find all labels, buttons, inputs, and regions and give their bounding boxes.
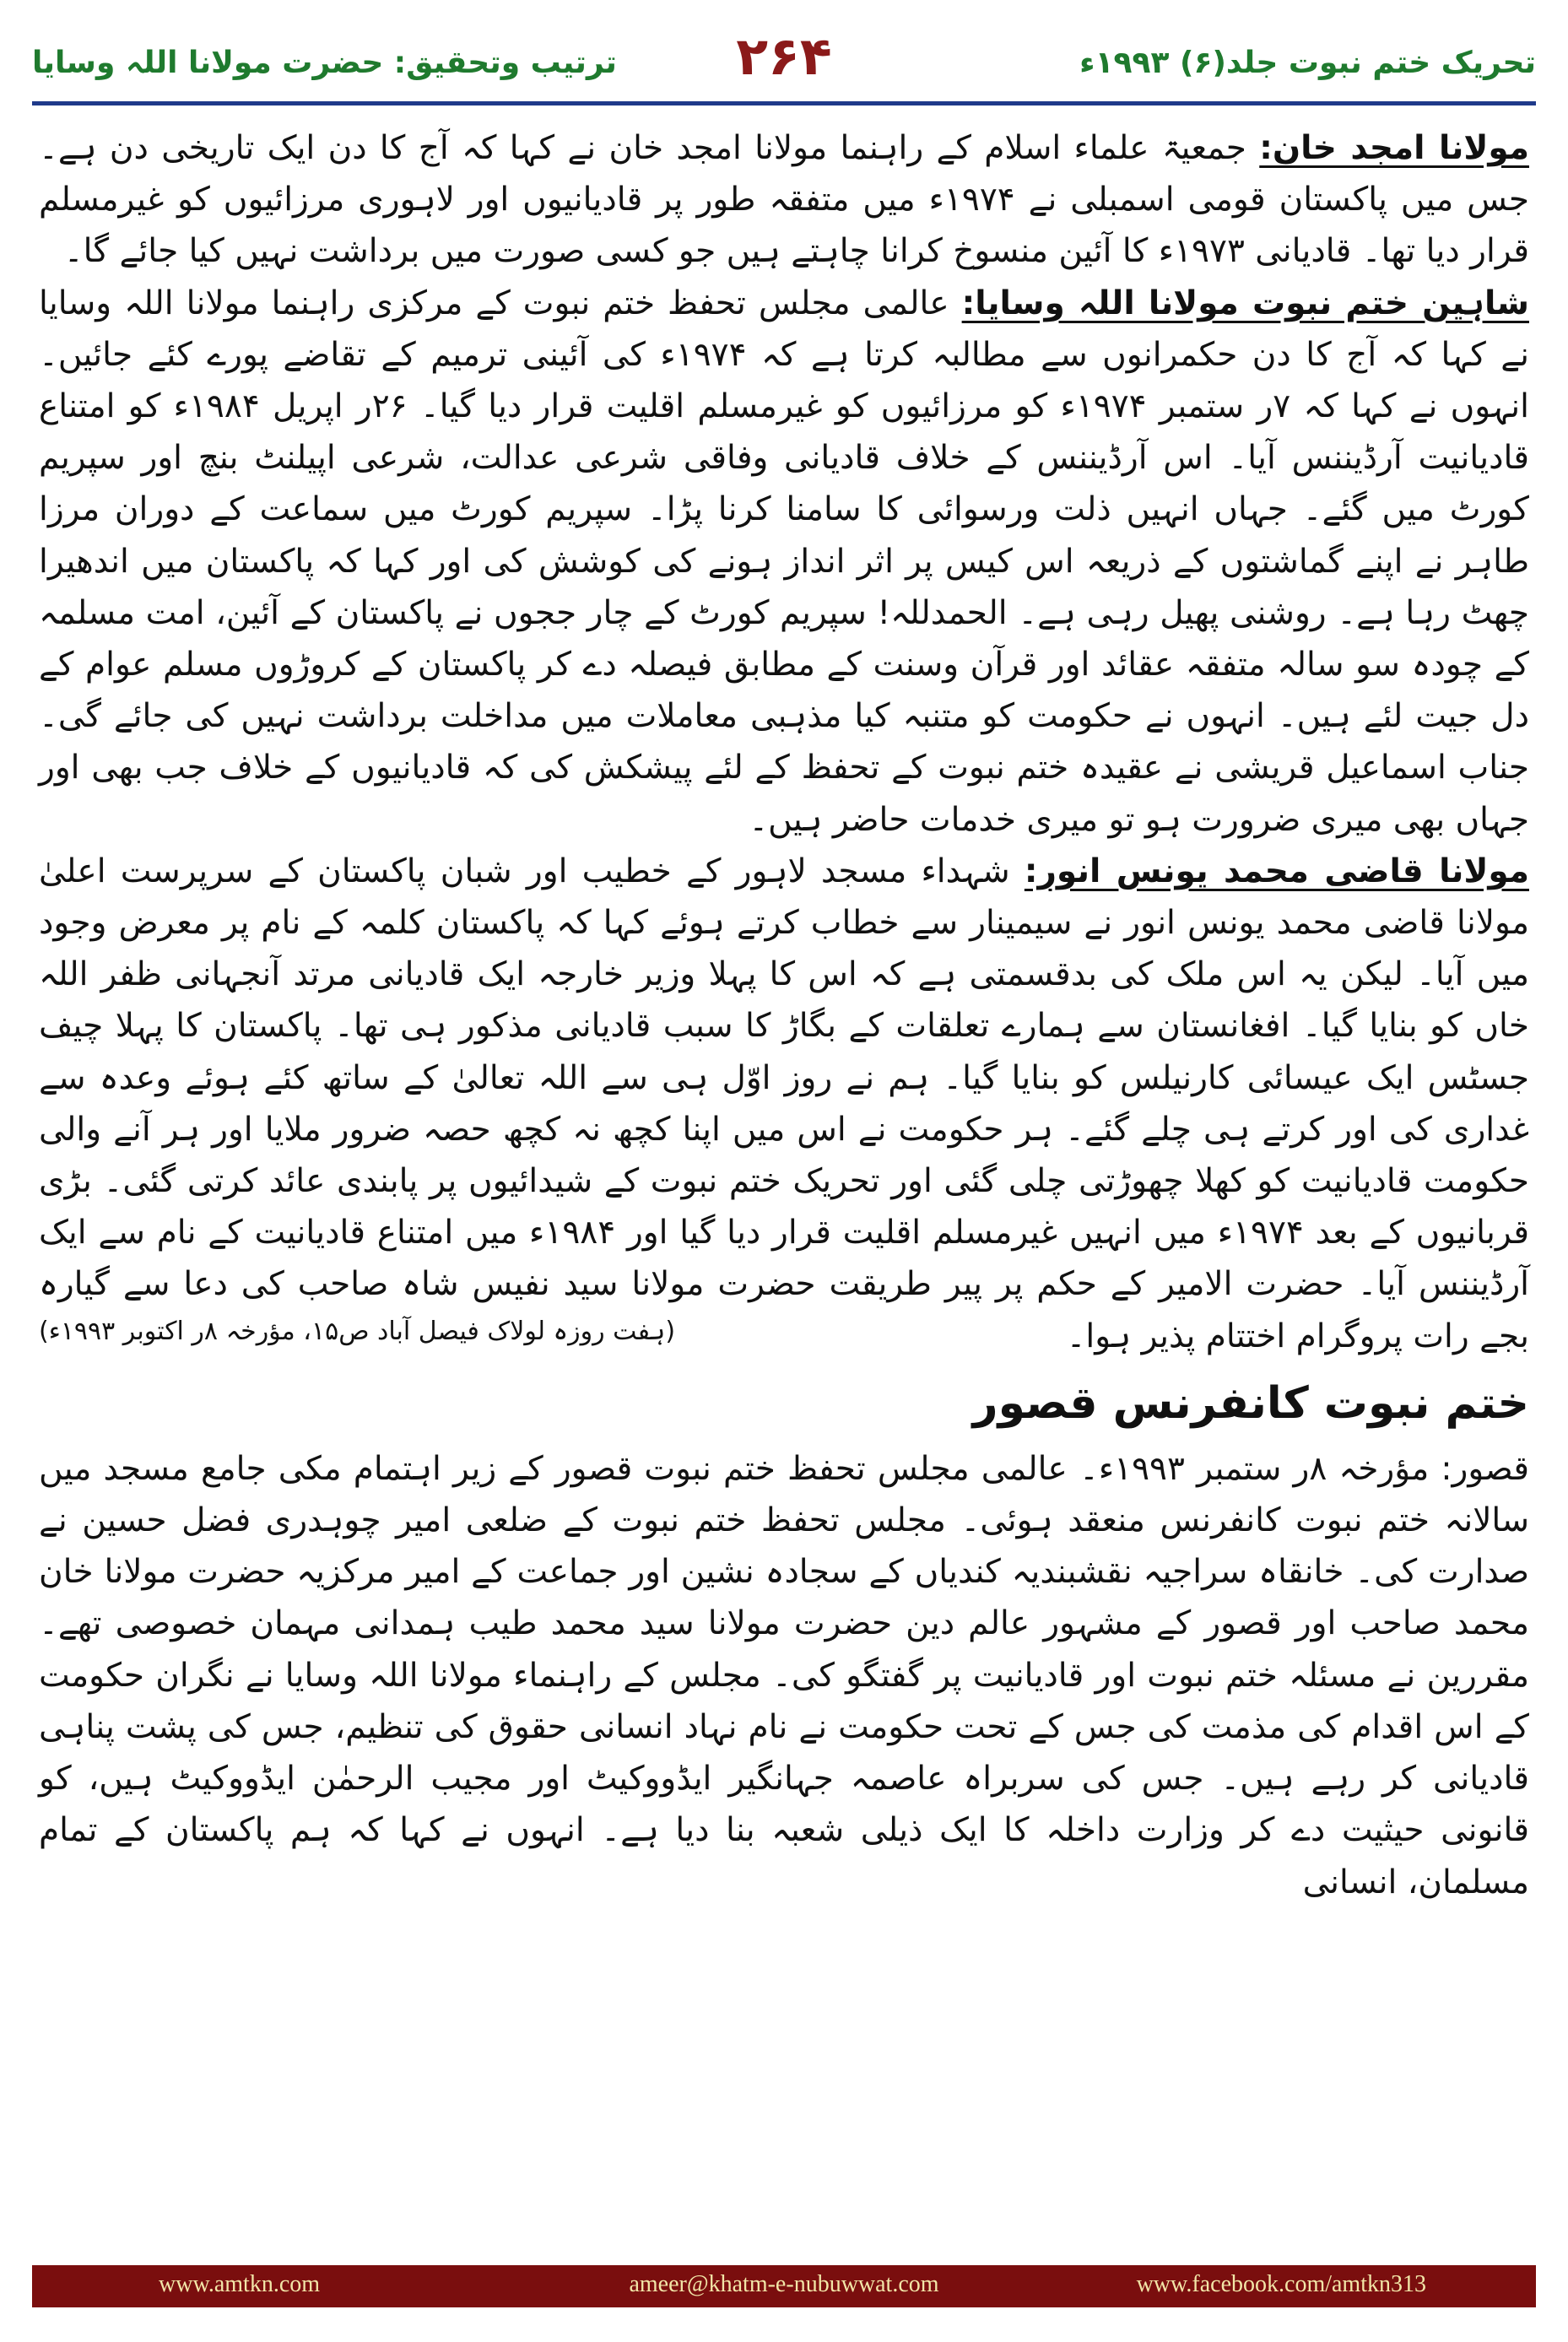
speaker-name: مولانا امجد خان: [1259, 129, 1529, 167]
header-book-title: تحریک ختم نبوت جلد(۶) ۱۹۹۳ء [1079, 46, 1536, 80]
paragraph-allah-wasaya [39, 278, 1529, 846]
header-divider [32, 101, 1536, 105]
paragraph-text: عالمی مجلس تحفظ ختم نبوت کے مرکزی راہنما مولانا اللہ وسایا نے کہا کہ آج کا دن حکمرانوں سے مطالبہ کرتا ہے کہ ۱۹۷۴ء کی آئینی ترمیم کے تقاضے پورے کئے جائیں۔ انہوں نے کہا کہ ۷ر ستمبر ۱۹۷۴ء کو مرزائیوں کو غیرمسلم اقلیت قرار دیا گیا۔ ۲۶ر اپریل ۱۹۸۴ء کو امتناع قادیانیت آرڈیننس آیا۔ اس آرڈیننس کے خلاف قادیانی وفاقی شرعی عدالت، شرعی اپیلنٹ بنچ اور سپریم کورٹ میں گئے۔ جہاں انہیں ذلت ورسوائی کا سامنا کرنا پڑا۔ سپریم کورٹ میں سماعت کے دوران مرزا طاہر نے اپنے گماشتوں کے ذریعہ اس کیس پر اثر انداز ہونے کی کوشش کی اور کہا کہ پاکستان میں اندھیرا چھٹ رہا ہے۔ روشنی پھیل رہی ہے۔ الحمدللہ! سپریم کورٹ کے چار ججوں نے پاکستان کے آئین، امت مسلمہ کے چودہ سو سالہ متفقہ عقائد اور قرآن وسنت کے مطابق فیصلہ دے کر پاکستان کے کروڑوں مسلم عوام کے دل جیت لئے ہیں۔ انہوں نے حکومت کو متنبہ کیا مذہبی معاملات میں مداخلت برداشت نہیں کی جائے گی۔ جناب اسماعیل قریشی نے عقیدہ ختم نبوت کے تحفظ کے لئے پیشکش کی کہ قادیانیوں کے خلاف جب بھی اور جہاں بھی میری ضرورت ہو تو میری خدمات حاضر ہیں۔ [39, 284, 1530, 839]
section-heading: ختم نبوت کانفرنس قصور [972, 1377, 1529, 1429]
page-body [39, 122, 1529, 1908]
paragraph-yunus-anwar [39, 846, 1529, 1362]
speaker-name: مولانا قاضی محمد یونس انور: [1024, 852, 1529, 890]
footer-email-link[interactable]: ameer@khatm-e-nubuwwat.com [629, 2271, 939, 2297]
paragraph-text: شہداء مسجد لاہور کے خطیب اور شبان پاکستان کے سرپرست اعلیٰ مولانا قاضی محمد یونس انور نے سیمینار سے خطاب کرتے ہوئے کہا کہ پاکستان کلمہ کے نام پر معرض وجود میں آیا۔ لیکن یہ اس ملک کی بدقسمتی ہے کہ اس کا پہلا وزیر خارجہ ایک قادیانی مرتد آنجہانی ظفر اللہ خاں کو بنایا گیا۔ افغانستان سے ہمارے تعلقات کے بگاڑ کا سبب قادیانی مذکور ہی تھا۔ پاکستان کا پہلا چیف جسٹس ایک عیسائی کارنیلس کو بنایا گیا۔ ہم نے روز اوّل ہی سے اللہ تعالیٰ کے ساتھ کئے ہوئے وعدہ سے غداری کی اور کرتے ہی چلے گئے۔ ہر حکومت نے اس میں اپنا کچھ نہ کچھ حصہ ضرور ملایا اور ہر آنے والی حکومت قادیانیت کو کھلا چھوڑتی چلی گئی اور تحریک ختم نبوت کے شیدائیوں پر پابندی عائد کرتی گئی۔ بڑی قربانیوں کے بعد ۱۹۷۴ء میں انہیں غیرمسلم اقلیت قرار دیا گیا اور ۱۹۸۴ء میں امتناع قادیانیت کے نام سے ایک آرڈیننس آیا۔ حضرت الامیر کے حکم پر پیر طریقت حضرت مولانا سید نفیس شاہ صاحب کی دعا سے گیارہ بجے رات پروگرام اختتام پذیر ہوا۔ [39, 852, 1529, 1355]
paragraph-text: جمعیۃ علماء اسلام کے راہنما مولانا امجد خان نے کہا کہ آج کا دن ایک تاریخی دن ہے۔ جس میں پاکستان قومی اسمبلی نے ۱۹۷۴ء میں متفقہ طور پر قادیانیوں اور لاہوری مرزائیوں کو غیرمسلم قرار دیا تھا۔ قادیانی ۱۹۷۳ء کا آئین منسوخ کرانا چاہتے ہیں جو کسی صورت میں برداشت نہیں کیا جائے گا۔ [39, 129, 1529, 271]
page-footer [32, 2265, 1536, 2307]
paragraph-kasur-conference: قصور: مؤرخہ ۸ر ستمبر ۱۹۹۳ء۔ عالمی مجلس تحفظ ختم نبوت قصور کے زیر اہتمام مکی جامع مسجد میں سالانہ ختم نبوت کانفرنس منعقد ہوئی۔ مجلس تحفظ ختم نبوت کے ضلعی امیر چوہدری فضل حسین نے صدارت کی۔ خانقاہ سراجیہ نقشبندیہ کندیاں کے سجادہ نشین اور جماعت کے امیر مرکزیہ حضرت مولانا خان محمد صاحب اور قصور کے مشہور عالم دین حضرت مولانا سید محمد طیب ہمدانی مہمان خصوصی تھے۔ مقررین نے مسئلہ ختم نبوت اور قادیانیت پر گفتگو کی۔ مجلس کے راہنماء مولانا اللہ وسایا نے نگران حکومت کے اس اقدام کی مذمت کی جس کے تحت حکومت نے نام نہاد انسانی حقوق کی تنظیم، جس کی پشت پناہی قادیانی کر رہے ہیں۔ جس کی سربراہ عاصمہ جہانگیر ایڈووکیٹ اور مجیب الرحمٰن ایڈووکیٹ ہیں، کو قانونی حیثیت دے کر وزارت داخلہ کا ایک ذیلی شعبہ بنا دیا ہے۔ انہوں نے کہا کہ ہم پاکستان کے تمام مسلمان، انسانی [39, 1449, 1529, 1901]
source-reference: (ہفت روزہ لولاک فیصل آباد ص۱۵، مؤرخہ ۸ر اکتوبر ۱۹۹۳ء) [39, 1316, 676, 1346]
footer-facebook-link[interactable]: www.facebook.com/amtkn313 [1136, 2271, 1426, 2297]
paragraph-amjad-khan [39, 122, 1529, 278]
header-compiler: ترتیب وتحقیق: حضرت مولانا اللہ وسایا [32, 46, 617, 80]
page-header [32, 25, 1536, 93]
speaker-name: شاہین ختم نبوت مولانا اللہ وسایا: [961, 284, 1529, 322]
footer-website-link[interactable]: www.amtkn.com [159, 2271, 321, 2297]
page-number: ۲۶۴ [736, 25, 832, 87]
